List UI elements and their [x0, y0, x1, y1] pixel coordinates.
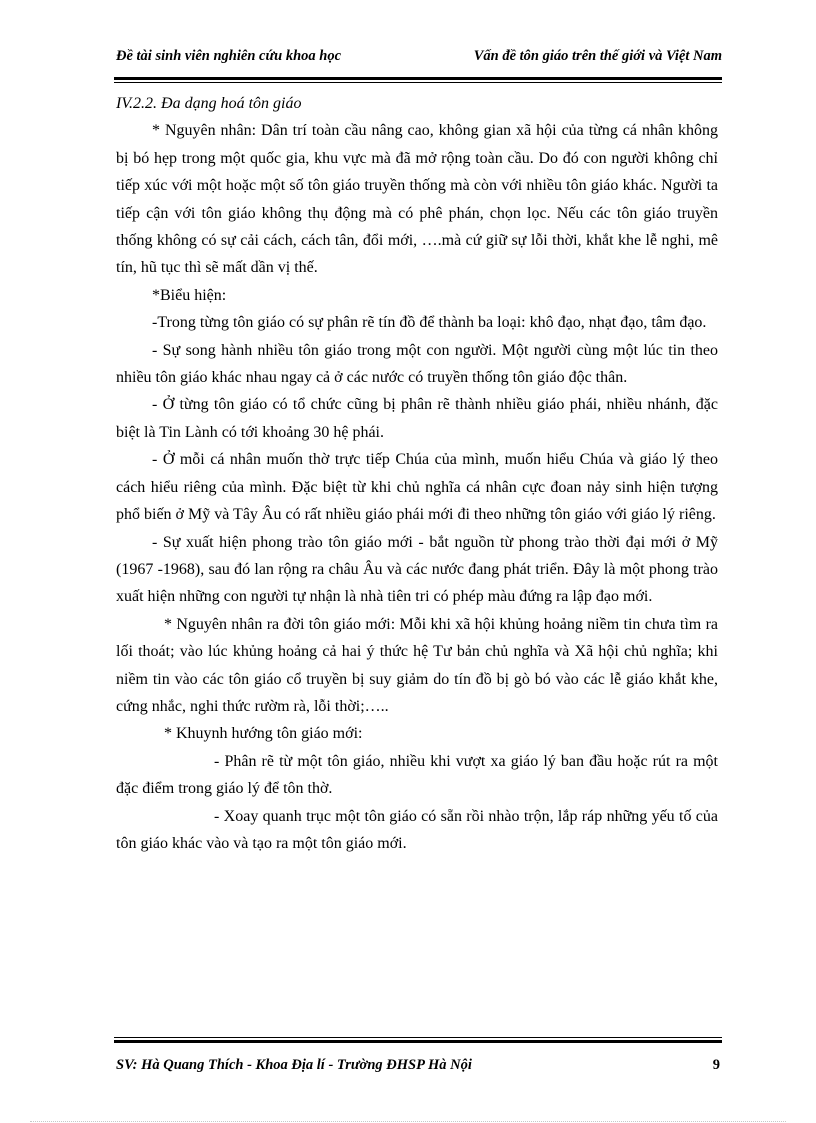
document-body — [116, 90, 718, 857]
page-footer — [116, 1057, 720, 1074]
section-heading: IV.2.2. Đa dạng hoá tôn giáo — [116, 95, 302, 112]
header-left-title: Đề tài sinh viên nghiên cứu khoa học — [116, 48, 342, 64]
paragraph-trend-title: * Khuynh hướng tôn giáo mới: — [164, 725, 363, 743]
paragraph-cause: * Nguyên nhân: Dân trí toàn cầu nâng cao, không gian xã hội của từng cá nhân không bị bó hẹp trong một quốc gia, khu vực mà đã mở rộng toàn cầu. Do đó con người không chỉ tiếp xúc với một hoặc một số tôn giáo truyền thống mà còn với nhiều tôn giáo khác. Người ta tiếp cận với tôn giáo không thụ động mà có phê phán, chọn lọc. Nếu các tôn giáo truyền thống không có sự cải cách, cách tân, đổi mới, ….mà cứ giữ sự lỗi thời, khắt khe lễ nghi, mê tín, hũ tục thì sẽ mất dần vị thế. — [116, 122, 718, 277]
paragraph-new-religion-cause: * Nguyên nhân ra đời tôn giáo mới: Mỗi khi xã hội khủng hoảng niềm tin chưa tìm ra lối thoát; vào lúc khủng hoảng cả hai ý thức hệ Tư bản chủ nghĩa và Xã hội chủ nghĩa; khi niềm tin vào các tôn giáo cổ truyền bị suy giảm do tín đồ bị gò bó vào các lễ giáo khắt khe, cứng nhắc, nghi thức rườm rà, lỗi thời;….. — [116, 615, 718, 715]
paragraph-manifestation-title: *Biểu hiện: — [152, 286, 227, 304]
header-rule — [114, 77, 722, 83]
paragraph-manifestation-1: -Trong từng tôn giáo có sự phân rẽ tín đồ để thành ba loại: khô đạo, nhạt đạo, tâm đạo. — [152, 314, 707, 332]
paragraph-trend-2: - Xoay quanh trục một tôn giáo có sẵn rồi nhào trộn, lắp ráp những yếu tố của tôn giáo khác vào và tạo ra một tôn giáo mới. — [116, 807, 718, 852]
header-right-title: Vấn đề tôn giáo trên thế giới và Việt Nam — [473, 48, 722, 64]
page-number: 9 — [712, 1057, 720, 1073]
paragraph-manifestation-2: - Sự song hành nhiều tôn giáo trong một con người. Một người cùng một lúc tin theo nhiều tôn giáo khác nhau ngay cả ở các nước có truyền thống tôn giáo độc thân. — [116, 341, 718, 387]
footer-rule — [114, 1037, 722, 1043]
page-edge-divider — [30, 1121, 786, 1122]
page-header — [116, 48, 722, 72]
paragraph-trend-1: - Phân rẽ từ một tôn giáo, nhiều khi vượt xa giáo lý ban đầu hoặc rút ra một đặc điểm trong giáo lý để tôn thờ. — [116, 752, 718, 798]
paragraph-manifestation-5: - Sự xuất hiện phong trào tôn giáo mới - bắt nguồn từ phong trào thời đại mới ở Mỹ (1967 -1968), sau đó lan rộng ra châu Âu và các nước đang phát triển. Đây là một phong trào xuất hiện những con người tự nhận là nhà tiên tri có phép màu đứng ra lập đạo mới. — [116, 533, 718, 606]
footer-author: SV: Hà Quang Thích - Khoa Địa lí - Trường ĐHSP Hà Nội — [116, 1057, 472, 1073]
paragraph-manifestation-4: - Ở mỗi cá nhân muốn thờ trực tiếp Chúa của mình, muốn hiểu Chúa và giáo lý theo cách hiểu riêng của mình. Đặc biệt từ khi chủ nghĩa cá nhân cực đoan nảy sinh hiện tượng phổ biến ở Mỹ và Tây Âu có rất nhiều giáo phái mới đi theo những tôn giáo với giáo lý riêng. — [116, 451, 718, 524]
paragraph-manifestation-3: - Ở từng tôn giáo có tổ chức cũng bị phân rẽ thành nhiều giáo phái, nhiều nhánh, đặc biệt là Tin Lành có tới khoảng 30 hệ phái. — [116, 396, 718, 441]
